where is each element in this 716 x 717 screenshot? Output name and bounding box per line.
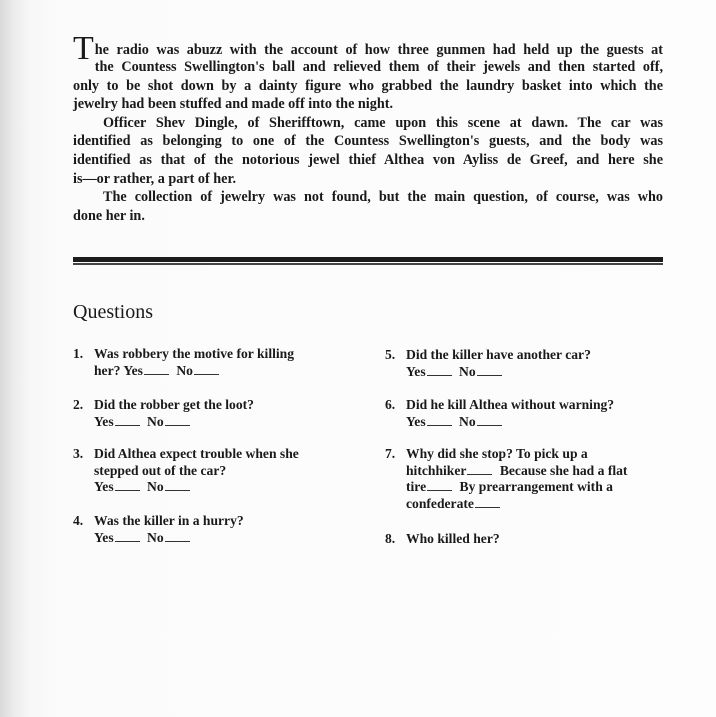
line-text: The collection of jewelry was not found, but the main question, of course, was who — [103, 189, 663, 206]
question-text: No — [147, 413, 164, 429]
question-item — [385, 531, 675, 548]
question-text: Did the killer have another car? — [406, 347, 591, 362]
question-number: 8. — [385, 531, 396, 546]
answer-blank[interactable] — [477, 365, 502, 376]
answer-blank[interactable] — [427, 365, 452, 376]
line-text: jewelry had been stuffed and made off into the night. — [73, 96, 394, 113]
question-line — [73, 346, 363, 363]
question-text: Yes — [406, 413, 426, 429]
question-text: Yes — [94, 479, 114, 495]
answer-blank[interactable] — [475, 497, 500, 508]
story-text — [73, 30, 663, 225]
question-number: 7. — [385, 446, 396, 461]
line-text: is—or rather, a part of her. — [73, 170, 237, 187]
question-item — [385, 397, 675, 430]
question-number: 3. — [73, 446, 84, 461]
questions-heading: Questions — [73, 301, 153, 323]
question-text: Yes — [406, 363, 426, 379]
question-line — [385, 414, 675, 431]
question-text: hitchhiker — [406, 462, 467, 478]
question-line — [73, 463, 363, 480]
question-text: Did Althea expect trouble when she — [94, 446, 299, 461]
question-item — [73, 346, 363, 379]
question-text: Who killed her? — [406, 531, 500, 546]
paragraph-line — [73, 114, 663, 133]
paragraph-line — [73, 58, 663, 77]
question-text: Yes — [94, 413, 114, 429]
question-text: No — [147, 529, 164, 545]
question-text: Because she had a flat — [499, 462, 628, 478]
paragraph-line — [73, 95, 663, 114]
question-line — [385, 531, 675, 548]
question-line — [385, 463, 675, 480]
question-line — [73, 513, 363, 530]
paragraph-line — [73, 170, 663, 189]
answer-blank[interactable] — [165, 415, 190, 426]
line-text: done her in. — [73, 207, 145, 224]
question-text: her? Yes — [94, 362, 143, 378]
line-text: identified as that of the notorious jewel thief Althea von Ayliss de Greef, and here she — [73, 151, 663, 168]
question-line — [73, 479, 363, 496]
answer-blank[interactable] — [477, 415, 502, 426]
line-text: identified as belonging to one of the Countess Swellington's guests, and the body was — [73, 133, 663, 150]
answer-blank[interactable] — [467, 464, 492, 475]
answer-blank[interactable] — [115, 531, 140, 542]
question-number: 6. — [385, 397, 396, 412]
question-text: By prearrangement with a — [459, 479, 613, 495]
paragraph-line — [73, 207, 663, 226]
question-number: 2. — [73, 397, 84, 412]
question-line — [73, 397, 363, 414]
paragraph-line — [73, 77, 663, 96]
answer-blank[interactable] — [427, 480, 452, 491]
section-divider-thin — [73, 263, 663, 265]
answer-blank[interactable] — [144, 364, 169, 375]
question-number: 1. — [73, 346, 84, 361]
paragraph-line — [73, 188, 663, 207]
question-text: No — [147, 479, 164, 495]
question-text: Did the robber get the loot? — [94, 397, 254, 412]
drop-cap: T — [73, 30, 94, 67]
question-number: 5. — [385, 347, 396, 362]
paragraph-line — [73, 151, 663, 170]
answer-blank[interactable] — [115, 480, 140, 491]
paragraph-line — [73, 132, 663, 151]
answer-blank[interactable] — [165, 531, 190, 542]
question-number: 4. — [73, 513, 84, 528]
question-line — [73, 446, 363, 463]
question-line — [385, 397, 675, 414]
answer-blank[interactable] — [194, 364, 219, 375]
question-line — [73, 414, 363, 431]
answer-blank[interactable] — [427, 415, 452, 426]
section-divider — [73, 257, 663, 262]
question-item — [73, 446, 363, 496]
question-text: Yes — [94, 529, 114, 545]
question-text: confederate — [406, 495, 474, 511]
question-line — [385, 479, 675, 496]
question-item — [73, 513, 363, 546]
answer-blank[interactable] — [115, 415, 140, 426]
question-line — [385, 496, 675, 513]
question-item — [385, 446, 675, 512]
question-text: Was robbery the motive for killing — [94, 346, 295, 361]
question-item — [73, 397, 363, 430]
line-text: Officer Shev Dingle, of Sherifftown, came upon this scene at dawn. The car was — [103, 114, 663, 131]
question-line — [73, 530, 363, 547]
question-item — [385, 347, 675, 380]
question-text: Why did she stop? To pick up a — [406, 446, 588, 461]
line-text: he radio was abuzz with the account of how three gunmen had held up the guests at — [94, 42, 663, 58]
answer-blank[interactable] — [165, 480, 190, 491]
question-text: No — [459, 413, 476, 429]
line-text: the Countess Swellington's ball and relieved them of their jewels and then started off, — [94, 59, 663, 75]
question-line — [385, 364, 675, 381]
question-text: No — [459, 363, 476, 379]
line-text: only to be shot down by a dainty figure who grabbed the laundry basket into which the — [73, 77, 663, 94]
question-line — [385, 446, 675, 463]
question-line — [73, 363, 363, 380]
question-text: Was the killer in a hurry? — [94, 513, 244, 528]
question-text: stepped out of the car? — [94, 462, 227, 478]
question-text: Did he kill Althea without warning? — [406, 397, 615, 412]
question-text: tire — [406, 479, 427, 495]
question-text: No — [176, 362, 193, 378]
question-line — [385, 347, 675, 364]
